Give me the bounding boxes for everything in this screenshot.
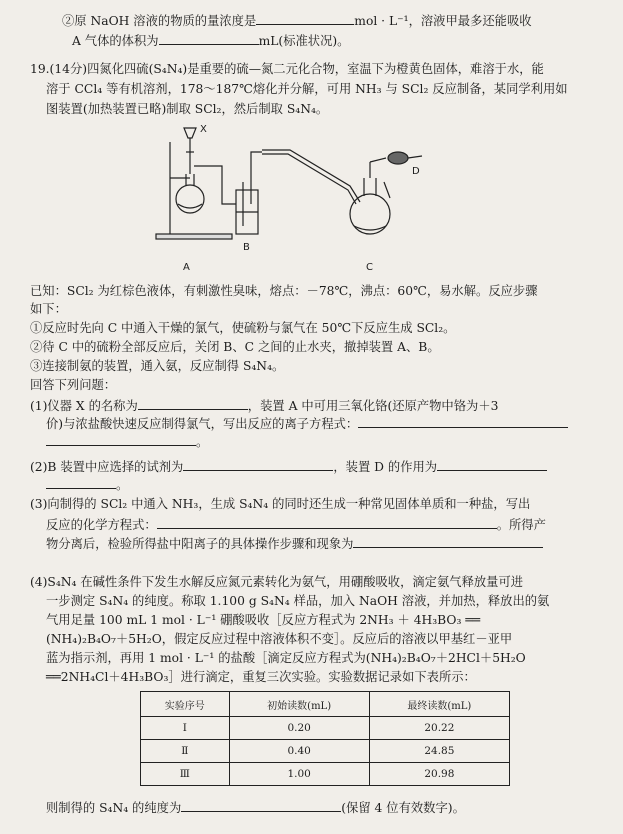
table-cell: 20.22	[369, 717, 509, 740]
table-cell: 20.98	[369, 763, 509, 786]
p4-line-4: (NH₄)₂B₄O₇＋5H₂O，假定反应过程中溶液体积不变］。反应后的溶液以甲基红－亚甲	[46, 632, 513, 646]
q2-unit: mol · L⁻¹，溶液甲最多还能吸收	[354, 14, 532, 28]
answer-blank[interactable]	[437, 458, 547, 471]
q2b-unit: mL(标准状况)。	[258, 34, 350, 48]
table-cell: 24.85	[369, 740, 509, 763]
table-header-row	[141, 692, 510, 717]
table-header: 最终读数(mL)	[369, 692, 509, 717]
table-cell: 1.00	[229, 763, 369, 786]
label-a: A	[183, 262, 190, 273]
p3-c: 。所得产	[496, 518, 546, 532]
table-cell: Ⅱ	[141, 740, 230, 763]
table-cell: 0.40	[229, 740, 369, 763]
q19-intro-1: 19.(14分)四氮化四硫(S₄N₄)是重要的硫—氮二元化合物，室温下为橙黄色固体，难溶于水，能	[30, 62, 544, 76]
apparatus-drawing	[150, 122, 450, 280]
p4-line-3: 气用足量 100 mL 1 mol · L⁻¹ 硼酸吸收［反应方程式为 2NH₃ ＋ 4H₃BO₃ ══	[46, 613, 481, 627]
p3-line-1: (3)向制得的 SCl₂ 中通入 NH₃，生成 S₄N₄ 的同时还生成一种常见固体单质和一种盐，写出	[30, 497, 531, 511]
answer-blank[interactable]	[256, 12, 354, 25]
table-cell: Ⅲ	[141, 763, 230, 786]
period: 。	[196, 435, 209, 449]
apparatus-figure	[150, 122, 450, 280]
table-row	[141, 740, 510, 763]
p4-line-2: 一步测定 S₄N₄ 的纯度。称取 1.100 g S₄N₄ 样品，加入 NaOH 溶液，并加热，释放出的氨	[46, 594, 550, 608]
q-prev-line-1	[62, 12, 532, 29]
p1-line-1	[30, 397, 498, 414]
p3-line-3	[46, 535, 543, 552]
answer-blank[interactable]	[159, 32, 259, 45]
p3-line-2	[46, 516, 546, 533]
p1-a: (1)仪器 X 的名称为	[30, 399, 138, 413]
p3-d: 物分离后，检验所得盐中阳离子的具体操作步骤和现象为	[46, 537, 354, 551]
q-prev-line-2	[72, 32, 349, 49]
q2-text: ②原 NaOH 溶液的物质的量浓度是	[62, 14, 257, 28]
answer-blank[interactable]	[46, 433, 196, 446]
period: 。	[116, 478, 129, 492]
final-a: 则制得的 S₄N₄ 的纯度为	[46, 801, 182, 815]
table-row	[141, 717, 510, 740]
label-c: C	[366, 262, 373, 273]
p2-line-1	[30, 458, 547, 475]
answer-blank[interactable]	[157, 516, 497, 529]
q19-intro-2: 溶于 CCl₄ 等有机溶剂，178～187℃熔化并分解，可用 NH₃ 与 SCl₂ 反应制备，某同学利用如	[46, 82, 568, 96]
p2-b: ，装置 D 的作用为	[333, 460, 438, 474]
p1-c: 价)与浓盐酸快速反应制得氯气，写出反应的离子方程式：	[46, 417, 359, 431]
step-1: ①反应时先向 C 中通入干燥的氯气，使硫粉与氯气在 50℃下反应生成 SCl₂。	[30, 321, 456, 335]
answer-blank[interactable]	[358, 415, 568, 428]
label-b: B	[243, 242, 250, 253]
p1-line-3	[46, 433, 208, 450]
q19-intro-3: 图装置(加热装置已略)制取 SCl₂，然后制取 S₄N₄。	[46, 102, 329, 116]
table-header: 实验序号	[141, 692, 230, 717]
table-header: 初始读数(mL)	[229, 692, 369, 717]
step-3: ③连接制氨的装置，通入氨，反应制得 S₄N₄。	[30, 359, 285, 373]
q2b-text: A 气体的体积为	[72, 34, 159, 48]
known-2: 如下：	[30, 302, 67, 316]
final-b: (保留 4 位有效数字)。	[341, 801, 465, 815]
table-cell: Ⅰ	[141, 717, 230, 740]
p1-b: ，装置 A 中可用三氧化铬(还原产物中铬为＋3	[247, 399, 499, 413]
table-cell: 0.20	[229, 717, 369, 740]
p4-line-1: (4)S₄N₄ 在碱性条件下发生水解反应氮元素转化为氨气，用硼酸吸收，滴定氨气释放量可进	[30, 575, 524, 589]
p4-line-5: 蓝为指示剂，再用 1 mol · L⁻¹ 的盐酸［滴定反应方程式为(NH₄)₂B₄O₇＋2HCl＋5H₂O	[46, 651, 526, 665]
answer-blank[interactable]	[353, 535, 543, 548]
p4-line-6: ══2NH₄Cl＋4H₃BO₃］进行滴定，重复三次实验。实验数据记录如下表所示：	[46, 670, 476, 684]
answer-blank[interactable]	[138, 397, 248, 410]
final-line	[46, 799, 465, 816]
label-d: D	[412, 166, 420, 177]
data-table	[140, 691, 510, 786]
p1-line-2	[46, 415, 568, 432]
answer-blank[interactable]	[183, 458, 333, 471]
p3-b: 反应的化学方程式：	[46, 518, 157, 532]
answer-blank[interactable]	[46, 476, 116, 489]
answer-intro: 回答下列问题：	[30, 378, 117, 392]
step-2: ②待 C 中的硫粉全部反应后，关闭 B、C 之间的止水夹，撤掉装置 A、B。	[30, 340, 440, 354]
label-x: X	[200, 124, 207, 135]
p2-line-2	[46, 476, 128, 493]
answer-blank[interactable]	[181, 799, 341, 812]
p2-a: (2)B 装置中应选择的试剂为	[30, 460, 184, 474]
table-row	[141, 763, 510, 786]
known-1: 已知：SCl₂ 为红棕色液体，有刺激性臭味，熔点：－78℃，沸点：60℃，易水解。反应步骤	[30, 284, 538, 298]
